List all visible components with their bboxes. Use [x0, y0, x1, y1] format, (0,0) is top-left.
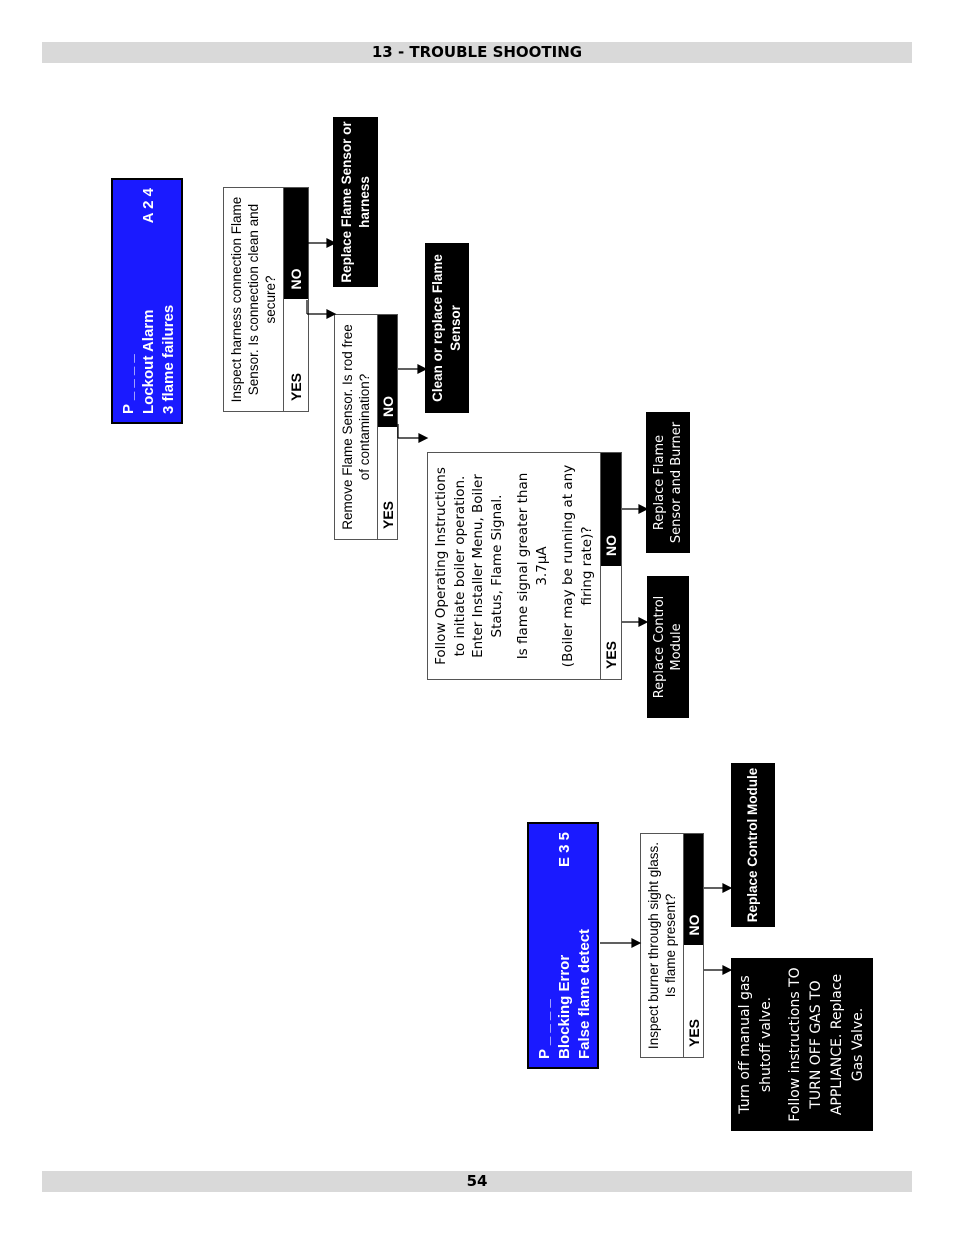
- lockout-description: 3 flame failures: [160, 304, 177, 414]
- arrow-q3-no: [622, 505, 647, 513]
- arrow-q2-yes: [398, 424, 427, 442]
- flame-signal-question: Is flame signal greater than 3.7µA: [515, 472, 550, 660]
- arrow-q1-no: [308, 239, 335, 247]
- question-text: Remove Flame Sensor. Is rod free of contamination?: [340, 324, 372, 530]
- lockout-code-prefix: P _ _ _ _: [120, 354, 137, 414]
- question-text: Inspect harness connection Flame Sensor. Is connection clean and secure?: [229, 196, 278, 403]
- no-label: NO: [284, 188, 308, 300]
- lockout-code: A 2 4: [140, 188, 157, 224]
- arrow-q4-yes: [704, 966, 731, 974]
- arrow-q2-no: [398, 365, 426, 373]
- blocking-title: Blocking Error: [556, 954, 573, 1059]
- arrow-q3-yes: [622, 618, 647, 626]
- arrow-blocking-to-q4: [600, 939, 640, 947]
- yes-label: YES: [284, 300, 308, 412]
- result-clean-replace-flame-sensor: Clean or replace Flame Sensor: [425, 243, 469, 413]
- arrow-q4-no: [704, 884, 731, 892]
- arrow-q1-yes: [307, 300, 335, 318]
- result-replace-flame-sensor-harness: Replace Flame Sensor or harness: [333, 117, 378, 287]
- result-replace-flame-sensor-burner: Replace Flame Sensor and Burner: [646, 412, 690, 553]
- blocking-description: False flame detect: [576, 928, 593, 1059]
- no-label: NO: [378, 315, 397, 427]
- section-header: 13 - TROUBLE SHOOTING: [42, 42, 912, 63]
- gas-valve-instruction: Follow instructions TO TURN OFF GAS TO APPLIANCE. Replace Gas Valve.: [787, 967, 866, 1122]
- result-replace-control-module: Replace Control Module: [647, 576, 689, 718]
- question-text: Inspect burner through sight glass. Is flame present?: [646, 841, 678, 1050]
- yes-label: YES: [601, 566, 621, 679]
- firing-rate-note: (Boiler may be running at any firing rate)?: [560, 464, 595, 668]
- result-replace-control-module-2: Replace Control Module: [731, 763, 775, 927]
- no-label: NO: [684, 834, 703, 946]
- gas-shutoff-instruction: Turn off manual gas shutoff valve.: [737, 975, 774, 1114]
- yes-label: YES: [684, 946, 703, 1058]
- no-label: NO: [601, 453, 621, 566]
- lockout-title: Lockout Alarm: [140, 309, 157, 414]
- blocking-code: E 3 5: [556, 832, 573, 868]
- instruction-text: Follow Operating Instructions to initiate boiler operation. Enter Installer Menu, Boiler Status, Flame Signal.: [433, 467, 505, 665]
- page-number: 54: [42, 1171, 912, 1192]
- blocking-code-prefix: P _ _ _ _: [536, 999, 553, 1059]
- yes-label: YES: [378, 427, 397, 539]
